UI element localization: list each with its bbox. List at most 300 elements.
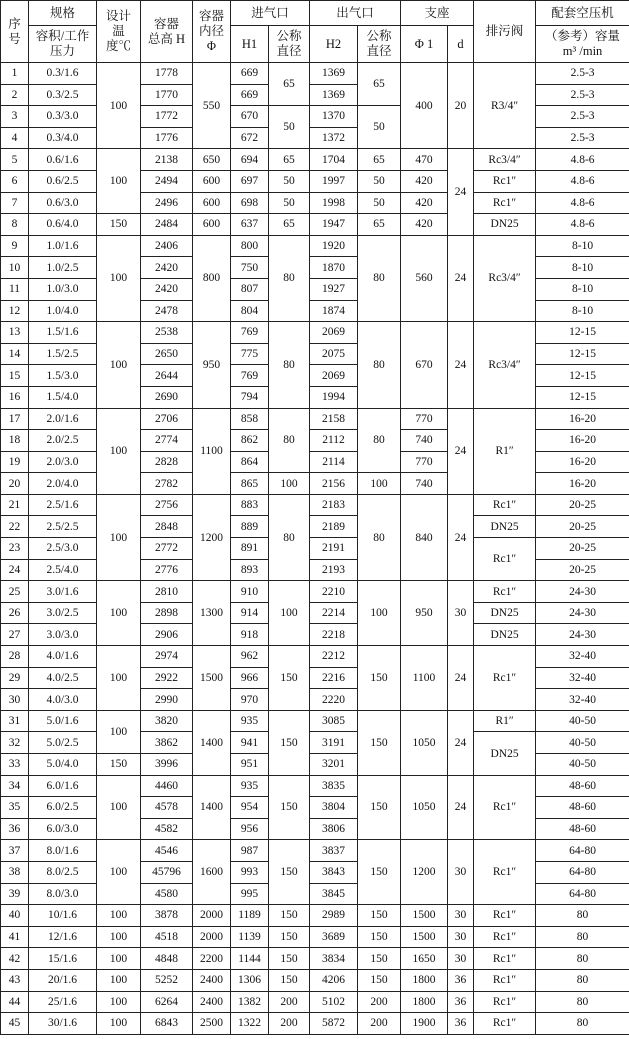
cell-seq: 38 xyxy=(1,861,29,883)
cell-height: 3996 xyxy=(141,754,193,776)
table-body xyxy=(1,63,629,1035)
cell-outlet-h2: 3085 xyxy=(310,710,358,732)
cell-support-phi: 770 xyxy=(401,408,448,430)
header-diameter-line: 内径 xyxy=(198,24,224,38)
cell-inlet-h1: 769 xyxy=(231,365,269,387)
cell-outlet-h2: 1704 xyxy=(310,149,358,171)
cell-inlet-h1: 910 xyxy=(231,581,269,603)
cell-capacity: 20-25 xyxy=(536,494,629,516)
header-inlet-dn xyxy=(269,26,310,63)
cell-inlet-dn: 50 xyxy=(269,170,310,192)
cell-spec: 20/1.6 xyxy=(29,969,97,991)
cell-height: 1778 xyxy=(141,63,193,85)
cell-outlet-h2: 2191 xyxy=(310,538,358,560)
header-compressor-sub-line: m³ /min xyxy=(562,44,603,58)
cell-capacity: 64-80 xyxy=(536,840,629,862)
cell-spec: 2.5/2.5 xyxy=(29,516,97,538)
header-seq-line: 序 xyxy=(8,16,21,31)
cell-inlet-h1: 750 xyxy=(231,257,269,279)
cell-drain: Rc1″ xyxy=(474,646,536,711)
cell-support-d: 24 xyxy=(448,149,474,235)
cell-outlet-h2: 1947 xyxy=(310,214,358,236)
cell-height: 2828 xyxy=(141,451,193,473)
cell-temp: 150 xyxy=(97,754,141,776)
cell-height: 4582 xyxy=(141,818,193,840)
cell-spec: 1.5/1.6 xyxy=(29,322,97,344)
cell-height: 4578 xyxy=(141,797,193,819)
cell-spec: 6.0/3.0 xyxy=(29,818,97,840)
cell-inlet-h1: 951 xyxy=(231,754,269,776)
cell-drain: R1″ xyxy=(474,408,536,494)
cell-height: 2138 xyxy=(141,149,193,171)
cell-drain: DN25 xyxy=(474,602,536,624)
cell-inlet-h1: 1139 xyxy=(231,926,269,948)
cell-seq: 43 xyxy=(1,969,29,991)
cell-outlet-h2: 2183 xyxy=(310,494,358,516)
cell-seq: 45 xyxy=(1,1013,29,1035)
cell-inlet-h1: 935 xyxy=(231,710,269,732)
cell-outlet-dn: 150 xyxy=(358,646,401,711)
cell-capacity: 16-20 xyxy=(536,408,629,430)
table-row xyxy=(1,494,629,516)
cell-inlet-h1: 893 xyxy=(231,559,269,581)
cell-capacity: 80 xyxy=(536,926,629,948)
cell-drain: Rc1″ xyxy=(474,192,536,214)
cell-seq: 19 xyxy=(1,451,29,473)
cell-spec: 0.3/1.6 xyxy=(29,63,97,85)
cell-seq: 21 xyxy=(1,494,29,516)
cell-capacity: 16-20 xyxy=(536,451,629,473)
cell-diameter: 1500 xyxy=(193,646,231,711)
cell-capacity: 40-50 xyxy=(536,710,629,732)
cell-outlet-h2: 2218 xyxy=(310,624,358,646)
cell-height: 4546 xyxy=(141,840,193,862)
cell-capacity: 2.5-3 xyxy=(536,63,629,85)
cell-drain: DN25 xyxy=(474,516,536,538)
cell-diameter: 2000 xyxy=(193,905,231,927)
table-row xyxy=(1,732,629,754)
cell-inlet-h1: 697 xyxy=(231,170,269,192)
cell-height: 5252 xyxy=(141,969,193,991)
cell-support-d: 24 xyxy=(448,408,474,494)
table-row xyxy=(1,63,629,85)
cell-temp: 100 xyxy=(97,775,141,840)
cell-inlet-h1: 669 xyxy=(231,84,269,106)
cell-seq: 14 xyxy=(1,343,29,365)
header-diameter xyxy=(193,1,231,63)
cell-outlet-h2: 2112 xyxy=(310,430,358,452)
cell-inlet-dn: 150 xyxy=(269,926,310,948)
table-row xyxy=(1,948,629,970)
table-row xyxy=(1,689,629,711)
cell-height: 2650 xyxy=(141,343,193,365)
cell-outlet-h2: 3845 xyxy=(310,883,358,905)
cell-seq: 23 xyxy=(1,538,29,560)
cell-support-phi: 1100 xyxy=(401,646,448,711)
cell-spec: 0.3/3.0 xyxy=(29,106,97,128)
cell-inlet-dn: 150 xyxy=(269,905,310,927)
cell-outlet-dn: 200 xyxy=(358,1013,401,1035)
cell-outlet-h2: 3201 xyxy=(310,754,358,776)
cell-support-phi: 420 xyxy=(401,192,448,214)
table-row xyxy=(1,883,629,905)
cell-seq: 25 xyxy=(1,581,29,603)
cell-seq: 11 xyxy=(1,278,29,300)
cell-seq: 36 xyxy=(1,818,29,840)
cell-height: 6264 xyxy=(141,991,193,1013)
cell-inlet-h1: 918 xyxy=(231,624,269,646)
table-row xyxy=(1,538,629,560)
cell-support-phi: 470 xyxy=(401,149,448,171)
cell-support-phi: 420 xyxy=(401,214,448,236)
cell-capacity: 48-60 xyxy=(536,797,629,819)
header-outlet: 出气口 xyxy=(310,1,401,26)
cell-capacity: 24-30 xyxy=(536,581,629,603)
header-support-phi: Φ 1 xyxy=(401,26,448,63)
cell-height: 3878 xyxy=(141,905,193,927)
cell-support-d: 30 xyxy=(448,948,474,970)
cell-inlet-dn: 150 xyxy=(269,969,310,991)
header-outlet-dn-line: 直径 xyxy=(366,44,392,58)
cell-drain: Rc1″ xyxy=(474,775,536,840)
table-row xyxy=(1,149,629,171)
cell-capacity: 64-80 xyxy=(536,883,629,905)
cell-capacity: 64-80 xyxy=(536,861,629,883)
table-row xyxy=(1,127,629,149)
cell-outlet-dn: 150 xyxy=(358,969,401,991)
cell-inlet-h1: 864 xyxy=(231,451,269,473)
cell-height: 2484 xyxy=(141,214,193,236)
cell-seq: 22 xyxy=(1,516,29,538)
table-row xyxy=(1,602,629,624)
cell-support-phi: 560 xyxy=(401,235,448,321)
table-row xyxy=(1,926,629,948)
cell-outlet-h2: 2069 xyxy=(310,322,358,344)
cell-spec: 2.0/1.6 xyxy=(29,408,97,430)
table-row xyxy=(1,861,629,883)
cell-support-phi: 950 xyxy=(401,581,448,646)
cell-outlet-h2: 3843 xyxy=(310,861,358,883)
cell-support-d: 24 xyxy=(448,775,474,840)
cell-temp: 100 xyxy=(97,408,141,494)
cell-inlet-h1: 865 xyxy=(231,473,269,495)
cell-capacity: 12-15 xyxy=(536,365,629,387)
cell-height: 2690 xyxy=(141,386,193,408)
table-row xyxy=(1,797,629,819)
cell-height: 2406 xyxy=(141,235,193,257)
cell-inlet-dn: 150 xyxy=(269,840,310,905)
cell-temp: 100 xyxy=(97,710,141,753)
table-row xyxy=(1,300,629,322)
cell-capacity: 20-25 xyxy=(536,538,629,560)
cell-outlet-h2: 2220 xyxy=(310,689,358,711)
cell-spec: 10/1.6 xyxy=(29,905,97,927)
cell-outlet-dn: 150 xyxy=(358,926,401,948)
cell-spec: 15/1.6 xyxy=(29,948,97,970)
header-temp-line: 度℃ xyxy=(105,39,131,53)
cell-support-d: 30 xyxy=(448,840,474,905)
table-row xyxy=(1,754,629,776)
cell-support-d: 24 xyxy=(448,646,474,711)
cell-outlet-h2: 1927 xyxy=(310,278,358,300)
cell-inlet-h1: 672 xyxy=(231,127,269,149)
table-row xyxy=(1,646,629,668)
cell-temp: 100 xyxy=(97,149,141,214)
cell-inlet-h1: 941 xyxy=(231,732,269,754)
cell-spec: 25/1.6 xyxy=(29,991,97,1013)
cell-capacity: 32-40 xyxy=(536,646,629,668)
table-row xyxy=(1,473,629,495)
cell-height: 2848 xyxy=(141,516,193,538)
cell-inlet-dn: 150 xyxy=(269,775,310,840)
header-compressor-sub-line: （参考）容量 xyxy=(545,29,621,43)
cell-height: 2706 xyxy=(141,408,193,430)
cell-seq: 30 xyxy=(1,689,29,711)
cell-inlet-dn: 80 xyxy=(269,408,310,473)
cell-spec: 6.0/1.6 xyxy=(29,775,97,797)
table-row xyxy=(1,905,629,927)
header-temp-line: 设计 xyxy=(105,9,131,23)
cell-spec: 2.5/1.6 xyxy=(29,494,97,516)
cell-spec: 0.6/3.0 xyxy=(29,192,97,214)
cell-seq: 3 xyxy=(1,106,29,128)
cell-height: 4580 xyxy=(141,883,193,905)
table-row xyxy=(1,775,629,797)
cell-outlet-h2: 2989 xyxy=(310,905,358,927)
cell-inlet-h1: 670 xyxy=(231,106,269,128)
cell-seq: 7 xyxy=(1,192,29,214)
cell-support-d: 36 xyxy=(448,1013,474,1035)
table-row xyxy=(1,408,629,430)
cell-spec: 12/1.6 xyxy=(29,926,97,948)
cell-support-phi: 1050 xyxy=(401,775,448,840)
cell-drain: Rc1″ xyxy=(474,494,536,516)
cell-support-phi: 770 xyxy=(401,451,448,473)
cell-height: 2774 xyxy=(141,430,193,452)
cell-temp: 150 xyxy=(97,214,141,236)
cell-support-phi: 1800 xyxy=(401,991,448,1013)
cell-capacity: 20-25 xyxy=(536,559,629,581)
cell-support-d: 20 xyxy=(448,63,474,149)
cell-diameter: 600 xyxy=(193,170,231,192)
cell-seq: 2 xyxy=(1,84,29,106)
cell-inlet-h1: 889 xyxy=(231,516,269,538)
cell-capacity: 2.5-3 xyxy=(536,106,629,128)
cell-capacity: 16-20 xyxy=(536,430,629,452)
table-row xyxy=(1,991,629,1013)
header-seq-line: 号 xyxy=(8,31,21,46)
header-height xyxy=(141,1,193,63)
cell-outlet-h2: 1870 xyxy=(310,257,358,279)
cell-diameter: 2500 xyxy=(193,1013,231,1035)
cell-spec: 8.0/2.5 xyxy=(29,861,97,883)
cell-drain: Rc1″ xyxy=(474,969,536,991)
cell-drain: Rc1″ xyxy=(474,905,536,927)
cell-height: 2420 xyxy=(141,278,193,300)
cell-seq: 1 xyxy=(1,63,29,85)
cell-capacity: 8-10 xyxy=(536,300,629,322)
header-temp xyxy=(97,1,141,63)
table-row xyxy=(1,106,629,128)
cell-inlet-h1: 800 xyxy=(231,235,269,257)
cell-inlet-h1: 1189 xyxy=(231,905,269,927)
cell-temp: 100 xyxy=(97,322,141,408)
cell-diameter: 1400 xyxy=(193,775,231,840)
header-inlet: 进气口 xyxy=(231,1,310,26)
header-diameter-line: 容器 xyxy=(198,9,224,23)
cell-capacity: 80 xyxy=(536,905,629,927)
cell-seq: 28 xyxy=(1,646,29,668)
cell-capacity: 12-15 xyxy=(536,322,629,344)
cell-height: 2974 xyxy=(141,646,193,668)
cell-seq: 31 xyxy=(1,710,29,732)
cell-outlet-h2: 2214 xyxy=(310,602,358,624)
cell-seq: 8 xyxy=(1,214,29,236)
cell-inlet-h1: 698 xyxy=(231,192,269,214)
cell-temp: 100 xyxy=(97,840,141,905)
cell-outlet-dn: 50 xyxy=(358,192,401,214)
cell-spec: 5.0/4.0 xyxy=(29,754,97,776)
cell-diameter: 1400 xyxy=(193,710,231,775)
cell-spec: 2.0/2.5 xyxy=(29,430,97,452)
cell-outlet-h2: 1874 xyxy=(310,300,358,322)
cell-seq: 6 xyxy=(1,170,29,192)
cell-outlet-dn: 100 xyxy=(358,473,401,495)
header-inlet-h: H1 xyxy=(231,26,269,63)
cell-seq: 17 xyxy=(1,408,29,430)
cell-height: 2776 xyxy=(141,559,193,581)
table-row xyxy=(1,214,629,236)
header-inlet-dn-line: 直径 xyxy=(276,44,302,58)
cell-seq: 4 xyxy=(1,127,29,149)
table-row xyxy=(1,451,629,473)
cell-outlet-h2: 2189 xyxy=(310,516,358,538)
cell-capacity: 80 xyxy=(536,1013,629,1035)
cell-spec: 2.0/4.0 xyxy=(29,473,97,495)
cell-seq: 34 xyxy=(1,775,29,797)
cell-inlet-h1: 862 xyxy=(231,430,269,452)
header-compressor-sub xyxy=(536,26,629,63)
cell-outlet-h2: 2216 xyxy=(310,667,358,689)
header-spec-sub-line: 容积/工作 xyxy=(35,29,90,43)
cell-diameter: 550 xyxy=(193,63,231,149)
cell-seq: 20 xyxy=(1,473,29,495)
cell-support-d: 30 xyxy=(448,926,474,948)
cell-support-phi: 1500 xyxy=(401,926,448,948)
cell-seq: 13 xyxy=(1,322,29,344)
cell-height: 2478 xyxy=(141,300,193,322)
cell-height: 4848 xyxy=(141,948,193,970)
cell-capacity: 8-10 xyxy=(536,278,629,300)
cell-spec: 5.0/2.5 xyxy=(29,732,97,754)
cell-inlet-h1: 956 xyxy=(231,818,269,840)
cell-spec: 2.5/4.0 xyxy=(29,559,97,581)
header-diameter-line: Φ xyxy=(206,39,217,53)
cell-outlet-dn: 150 xyxy=(358,905,401,927)
cell-spec: 1.0/2.5 xyxy=(29,257,97,279)
cell-drain: Rc1″ xyxy=(474,840,536,905)
cell-outlet-h2: 3835 xyxy=(310,775,358,797)
cell-support-d: 24 xyxy=(448,494,474,580)
cell-spec: 8.0/3.0 xyxy=(29,883,97,905)
cell-spec: 4.0/2.5 xyxy=(29,667,97,689)
cell-drain: Rc1″ xyxy=(474,170,536,192)
cell-inlet-dn: 100 xyxy=(269,581,310,646)
cell-outlet-h2: 1998 xyxy=(310,192,358,214)
cell-inlet-dn: 100 xyxy=(269,473,310,495)
header-row-top xyxy=(1,1,629,26)
cell-inlet-h1: 970 xyxy=(231,689,269,711)
cell-outlet-dn: 80 xyxy=(358,235,401,321)
cell-drain: R3/4″ xyxy=(474,63,536,149)
cell-diameter: 2000 xyxy=(193,926,231,948)
cell-support-phi: 1650 xyxy=(401,948,448,970)
cell-inlet-h1: 995 xyxy=(231,883,269,905)
cell-capacity: 40-50 xyxy=(536,732,629,754)
cell-height: 3820 xyxy=(141,710,193,732)
cell-spec: 1.5/4.0 xyxy=(29,386,97,408)
cell-spec: 1.5/2.5 xyxy=(29,343,97,365)
cell-temp: 100 xyxy=(97,1013,141,1035)
cell-spec: 1.0/4.0 xyxy=(29,300,97,322)
cell-outlet-dn: 50 xyxy=(358,106,401,149)
cell-inlet-h1: 694 xyxy=(231,149,269,171)
cell-seq: 42 xyxy=(1,948,29,970)
cell-support-d: 24 xyxy=(448,235,474,321)
cell-seq: 27 xyxy=(1,624,29,646)
cell-outlet-h2: 1369 xyxy=(310,63,358,85)
cell-temp: 100 xyxy=(97,969,141,991)
cell-outlet-h2: 1994 xyxy=(310,386,358,408)
cell-temp: 100 xyxy=(97,646,141,711)
cell-height: 2538 xyxy=(141,322,193,344)
cell-drain: Rc1″ xyxy=(474,948,536,970)
cell-support-phi: 1050 xyxy=(401,710,448,775)
cell-spec: 2.5/3.0 xyxy=(29,538,97,560)
cell-capacity: 32-40 xyxy=(536,689,629,711)
cell-drain: DN25 xyxy=(474,214,536,236)
cell-height: 2782 xyxy=(141,473,193,495)
cell-outlet-h2: 1920 xyxy=(310,235,358,257)
cell-spec: 8.0/1.6 xyxy=(29,840,97,862)
cell-support-phi: 740 xyxy=(401,430,448,452)
cell-height: 45796 xyxy=(141,861,193,883)
header-support: 支座 xyxy=(401,1,474,26)
cell-seq: 39 xyxy=(1,883,29,905)
cell-diameter: 600 xyxy=(193,214,231,236)
cell-drain: Rc1″ xyxy=(474,1013,536,1035)
cell-height: 2756 xyxy=(141,494,193,516)
cell-seq: 12 xyxy=(1,300,29,322)
header-seq xyxy=(1,1,29,63)
cell-capacity: 80 xyxy=(536,969,629,991)
cell-spec: 3.0/2.5 xyxy=(29,602,97,624)
cell-diameter: 2400 xyxy=(193,969,231,991)
cell-outlet-h2: 1372 xyxy=(310,127,358,149)
cell-capacity: 2.5-3 xyxy=(536,84,629,106)
cell-height: 2772 xyxy=(141,538,193,560)
table-row xyxy=(1,581,629,603)
table-row xyxy=(1,840,629,862)
cell-outlet-h2: 3806 xyxy=(310,818,358,840)
table-row xyxy=(1,386,629,408)
cell-diameter: 600 xyxy=(193,192,231,214)
table-row xyxy=(1,516,629,538)
table-row xyxy=(1,170,629,192)
cell-support-d: 24 xyxy=(448,322,474,408)
cell-height: 2810 xyxy=(141,581,193,603)
cell-seq: 44 xyxy=(1,991,29,1013)
